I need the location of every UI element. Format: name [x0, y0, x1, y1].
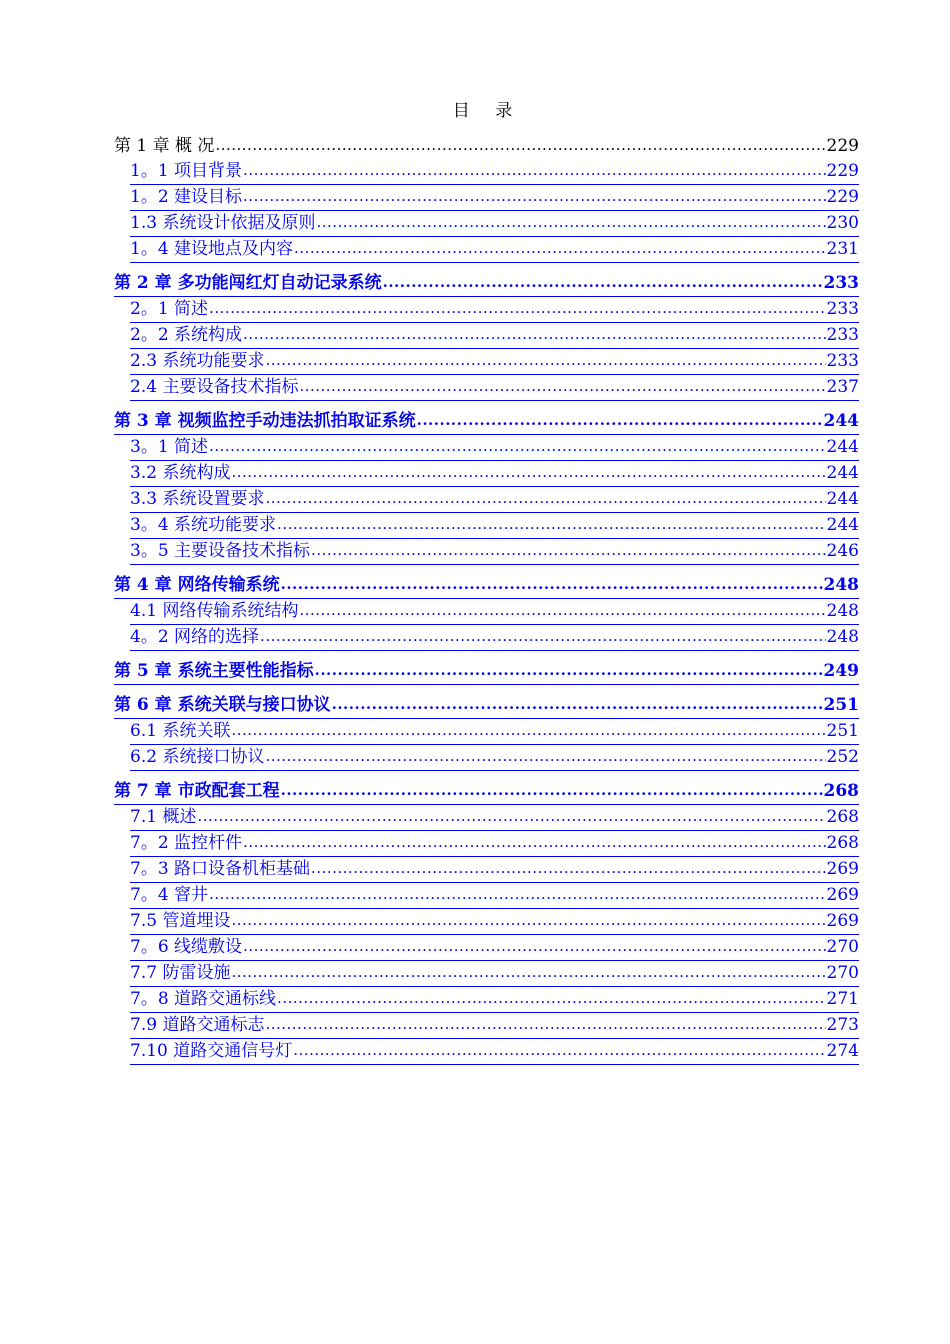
toc-page-number: 244 — [826, 437, 859, 457]
toc-leader-dots — [293, 1040, 825, 1061]
toc-section-entry[interactable] — [130, 721, 859, 745]
toc-section-entry[interactable] — [130, 489, 859, 513]
toc-entry-label: 7.9 道路交通标志 — [130, 1015, 265, 1035]
toc-leader-dots — [243, 160, 826, 181]
toc-entry-label: 第 7 章 市政配套工程 — [114, 781, 280, 801]
toc-page-number: 268 — [826, 807, 859, 827]
toc-page-number: 233 — [826, 325, 859, 345]
toc-section-entry[interactable] — [130, 187, 859, 211]
toc-section-entry[interactable] — [130, 747, 859, 771]
table-of-contents — [114, 136, 859, 1067]
toc-page-number: 273 — [826, 1015, 859, 1035]
toc-section-entry[interactable] — [130, 937, 859, 961]
toc-page-number: 268 — [826, 833, 859, 853]
toc-section-entry[interactable] — [130, 351, 859, 375]
toc-section-entry[interactable] — [130, 437, 859, 461]
toc-section-entry[interactable] — [130, 1015, 859, 1039]
toc-section-entry[interactable] — [130, 325, 859, 349]
toc-entry-label: 2。1 简述 — [130, 299, 209, 319]
toc-entry-label: 7.7 防雷设施 — [130, 963, 231, 983]
toc-entry-label: 3.2 系统构成 — [130, 463, 231, 483]
toc-leader-dots — [281, 574, 823, 595]
toc-leader-dots — [209, 298, 826, 319]
toc-chapter-entry[interactable] — [114, 661, 859, 685]
toc-leader-dots — [231, 962, 825, 983]
toc-section-entry[interactable] — [130, 859, 859, 883]
toc-entry-label: 3。5 主要设备技术指标 — [130, 541, 311, 561]
toc-page-number: 229 — [826, 161, 859, 181]
toc-leader-dots — [417, 410, 823, 431]
toc-page-number: 270 — [826, 937, 859, 957]
toc-page-number: 248 — [823, 575, 859, 595]
toc-leader-dots — [311, 858, 826, 879]
toc-page-number: 233 — [826, 351, 859, 371]
toc-leader-dots — [209, 436, 826, 457]
toc-entry-label: 7。4 窨井 — [130, 885, 209, 905]
toc-leader-dots — [215, 135, 825, 156]
toc-section-entry[interactable] — [130, 299, 859, 323]
toc-entry-label: 1。1 项目背景 — [130, 161, 243, 181]
toc-entry-label: 7。6 线缆敷设 — [130, 937, 243, 957]
toc-section-entry[interactable] — [130, 989, 859, 1013]
toc-page-number: 251 — [823, 695, 859, 715]
toc-entry-label: 3。4 系统功能要求 — [130, 515, 277, 535]
toc-leader-dots — [209, 884, 826, 905]
toc-leader-dots — [197, 806, 825, 827]
toc-page-number: 244 — [823, 411, 859, 431]
toc-entry-label: 7。2 监控杆件 — [130, 833, 243, 853]
toc-leader-dots — [281, 780, 823, 801]
toc-page-number: 229 — [826, 187, 859, 207]
toc-entry-label: 6.1 系统关联 — [130, 721, 231, 741]
toc-entry-label: 2.3 系统功能要求 — [130, 351, 265, 371]
toc-page-number: 233 — [826, 299, 859, 319]
toc-leader-dots — [265, 1014, 825, 1035]
toc-leader-dots — [311, 540, 826, 561]
toc-section-entry[interactable] — [130, 1041, 859, 1065]
toc-section-entry[interactable] — [130, 601, 859, 625]
toc-entry-label: 3.3 系统设置要求 — [130, 489, 265, 509]
toc-section-entry[interactable] — [130, 213, 859, 237]
toc-page-number: 248 — [826, 601, 859, 621]
toc-section-entry[interactable] — [130, 833, 859, 857]
toc-leader-dots — [243, 324, 826, 345]
toc-entry-label: 3。1 简述 — [130, 437, 209, 457]
toc-page-number: 230 — [826, 213, 859, 233]
toc-entry-label: 第 1 章 概 况 — [114, 136, 215, 156]
toc-entry-label: 7.1 概述 — [130, 807, 197, 827]
toc-page-number: 269 — [826, 859, 859, 879]
toc-entry-label: 7.10 道路交通信号灯 — [130, 1041, 293, 1061]
toc-page-number: 268 — [823, 781, 859, 801]
toc-section-entry[interactable] — [130, 885, 859, 909]
toc-leader-dots — [294, 238, 826, 259]
toc-leader-dots — [332, 694, 823, 715]
toc-section-entry[interactable] — [130, 541, 859, 565]
toc-leader-dots — [277, 514, 826, 535]
toc-chapter-entry[interactable] — [114, 781, 859, 805]
toc-leader-dots — [316, 212, 825, 233]
toc-entry-label: 7.5 管道埋设 — [130, 911, 231, 931]
toc-leader-dots — [265, 350, 825, 371]
toc-entry-label: 第 2 章 多功能闯红灯自动记录系统 — [114, 273, 382, 293]
toc-section-entry[interactable] — [130, 807, 859, 831]
toc-leader-dots — [315, 660, 823, 681]
toc-page-number: 269 — [826, 885, 859, 905]
toc-entry-label: 6.2 系统接口协议 — [130, 747, 265, 767]
toc-entry-label: 7。8 道路交通标线 — [130, 989, 277, 1009]
toc-page-number: 231 — [826, 239, 859, 259]
toc-leader-dots — [231, 462, 825, 483]
toc-page-number: 246 — [826, 541, 859, 561]
toc-chapter-entry[interactable] — [114, 575, 859, 599]
toc-page-number: 237 — [826, 377, 859, 397]
toc-section-entry[interactable] — [130, 161, 859, 185]
toc-page-number: 248 — [826, 627, 859, 647]
toc-page-number: 244 — [826, 463, 859, 483]
toc-entry-label: 4.1 网络传输系统结构 — [130, 601, 299, 621]
toc-entry-label: 第 6 章 系统关联与接口协议 — [114, 695, 331, 715]
toc-entry-label: 4。2 网络的选择 — [130, 627, 260, 647]
toc-section-entry[interactable] — [130, 463, 859, 487]
toc-section-entry[interactable] — [130, 911, 859, 935]
toc-page-number: 271 — [826, 989, 859, 1009]
toc-leader-dots — [231, 910, 825, 931]
toc-section-entry[interactable] — [130, 515, 859, 539]
toc-entry-label: 1。2 建设目标 — [130, 187, 243, 207]
toc-entry-label: 2.4 主要设备技术指标 — [130, 377, 299, 397]
toc-leader-dots — [277, 988, 826, 1009]
toc-title: 目 录 — [452, 101, 523, 121]
toc-entry-label: 第 4 章 网络传输系统 — [114, 575, 280, 595]
toc-leader-dots — [265, 746, 825, 767]
toc-entry-label: 第 3 章 视频监控手动违法抓拍取证系统 — [114, 411, 416, 431]
toc-page-number: 244 — [826, 515, 859, 535]
toc-section-entry[interactable] — [130, 377, 859, 401]
toc-chapter-entry[interactable] — [114, 136, 859, 161]
toc-section-entry[interactable] — [130, 627, 859, 651]
toc-page-number: 251 — [826, 721, 859, 741]
toc-leader-dots — [243, 832, 826, 853]
toc-leader-dots — [265, 488, 825, 509]
toc-leader-dots — [383, 272, 823, 293]
toc-page-number: 252 — [826, 747, 859, 767]
toc-leader-dots — [243, 936, 826, 957]
toc-page-number: 269 — [826, 911, 859, 931]
toc-entry-label: 1。4 建设地点及内容 — [130, 239, 294, 259]
toc-entry-label: 1.3 系统设计依据及原则 — [130, 213, 316, 233]
toc-chapter-entry[interactable] — [114, 273, 859, 297]
toc-page-number: 233 — [823, 273, 859, 293]
toc-leader-dots — [260, 626, 826, 647]
toc-chapter-entry[interactable] — [114, 695, 859, 719]
toc-entry-label: 2。2 系统构成 — [130, 325, 243, 345]
toc-page-number: 229 — [826, 136, 859, 156]
toc-page-number: 274 — [826, 1041, 859, 1061]
toc-page-number: 244 — [826, 489, 859, 509]
toc-page-number: 249 — [823, 661, 859, 681]
toc-leader-dots — [231, 720, 825, 741]
toc-leader-dots — [299, 600, 825, 621]
toc-leader-dots — [243, 186, 826, 207]
toc-section-entry[interactable] — [130, 963, 859, 987]
toc-entry-label: 第 5 章 系统主要性能指标 — [114, 661, 314, 681]
toc-entry-label: 7。3 路口设备机柜基础 — [130, 859, 311, 879]
toc-chapter-entry[interactable] — [114, 411, 859, 435]
toc-section-entry[interactable] — [130, 239, 859, 263]
toc-leader-dots — [299, 376, 825, 397]
toc-page-number: 270 — [826, 963, 859, 983]
